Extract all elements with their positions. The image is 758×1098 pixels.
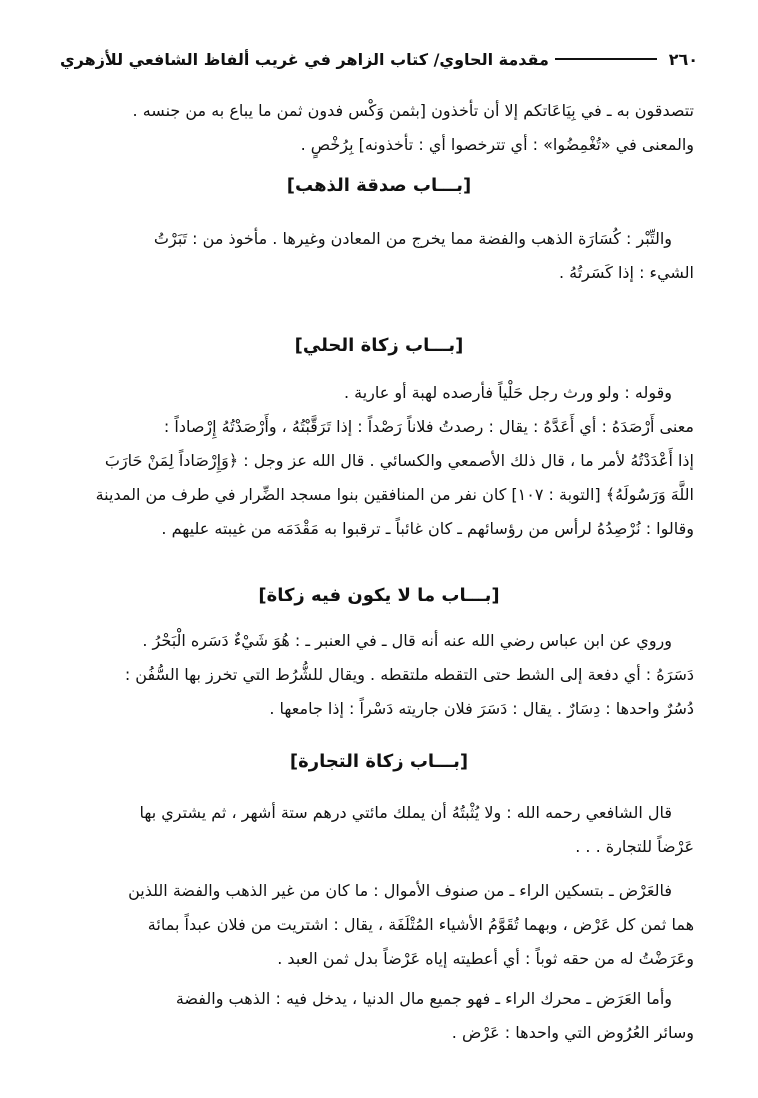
text-line: إذا أَعْدَدْتُهُ لأمر ما ، قال ذلك الأصمعي والكسائي . قال الله عز وجل : ﴿وَإِرْصَاداً لِمَنْ حَارَبَ <box>104 451 694 470</box>
section-heading: [بـــاب صدقة الذهب] <box>286 175 472 196</box>
header-title: مقدمة الحاوي/ كتاب الزاهر في غريب ألفاظ الشافعي للأزهري <box>60 49 549 69</box>
text-line: الشيء : إذا كَسَرتُهُ . <box>558 263 694 282</box>
section-body <box>64 796 694 1050</box>
text-line: والتِّبْر : كُسَارَة الذهب والفضة مما يخرج من المعادن وغيرها . مأخوذ من : تَبَرْتُ <box>153 229 672 248</box>
section-body <box>64 222 694 290</box>
text-line: دُسُرٌ واحدها : دِسَارٌ . يقال : دَسَرَ فلان جاريته دَسْراً : إذا جامعها . <box>269 699 694 718</box>
section-body <box>64 624 694 726</box>
page-number: ٢٦٠ <box>668 49 698 69</box>
section-body <box>64 376 694 546</box>
header-rule <box>555 58 657 60</box>
text-line: وأما العَرَض ـ محرك الراء ـ فهو جميع مال الدنيا ، يدخل فيه : الذهب والفضة <box>175 989 672 1008</box>
text-line: وسائر العُرُوض التي واحدها : عَرْض . <box>451 1023 694 1042</box>
text-line: فالعَرْض ـ بتسكين الراء ـ من صنوف الأموال : ما كان من غير الذهب والفضة اللذين <box>128 881 672 900</box>
text-line: وعَرَضْتُ له من حقه ثوباً : أي أعطيته إياه عَرْضاً بدل ثمن العبد . <box>277 949 694 968</box>
text-line: معنى أَرْصَدَهُ : أي أَعَدَّهُ : يقال : رصدتُ فلاناً رَصْداً : إذا تَرَقَّبْتُهُ ، وأَرْصَدْتُهُ إِرْصاداً : <box>163 417 694 436</box>
text-line: اللَّهَ وَرَسُولَهُ﴾ [التوبة : ١٠٧] كان نفر من المنافقين بنوا مسجد الضِّرار في طرف من المدينة <box>95 485 694 504</box>
text-line: هما ثمن كل عَرْض ، وبهما تُقَوَّمُ الأشياء المُتْلَفَة ، يقال : اشتريت من فلان عبداً بمائة <box>147 915 694 934</box>
text-line: وقالوا : نُرْصِدُهُ لرأس من رؤسائهم ـ كان غائباً ـ ترقبوا به مَقْدَمَه من غيبته عليهم . <box>161 519 694 538</box>
text-line: وروي عن ابن عباس رضي الله عنه أنه قال ـ في العنبر ـ : هُوَ شَيْءٌ دَسَره الْبَحْرُ . <box>142 631 672 650</box>
text-line: قال الشافعي رحمه الله : ولا يُثْبتُهُ أن يملك مائتي درهم ستة أشهر ، ثم يشتري بها <box>139 803 672 822</box>
text-line: وقوله : ولو ورث رجل حَلْياً فأرصده لهبة أو عارية . <box>343 383 672 402</box>
section-heading: [بـــاب ما لا يكون فيه زكاة] <box>258 585 500 606</box>
section-heading: [بـــاب زكاة الحلي] <box>294 335 464 356</box>
running-header <box>60 44 698 74</box>
text-line: دَسَرَهُ : أي دفعة إلى الشط حتى التقطه ملتقطه . ويقال للشُّرُط التي تخرز بها السُّفُن : <box>124 665 694 684</box>
text-line: تتصدقون به ـ في بِيَاعَاتكم إلا أن تأخذون [بثمن وَكْس فدون ثمن ما يباع به من جنسه . <box>132 101 694 120</box>
section-heading: [بـــاب زكاة التجارة] <box>289 751 469 772</box>
text-line: والمعنى في «تُغْمِضُوا» : أي تترخصوا أي : تأخذونه] بِرُخْصٍ . <box>300 135 694 154</box>
intro-paragraph <box>64 94 694 162</box>
text-line: عَرْضاً للتجارة . . . <box>575 837 694 856</box>
